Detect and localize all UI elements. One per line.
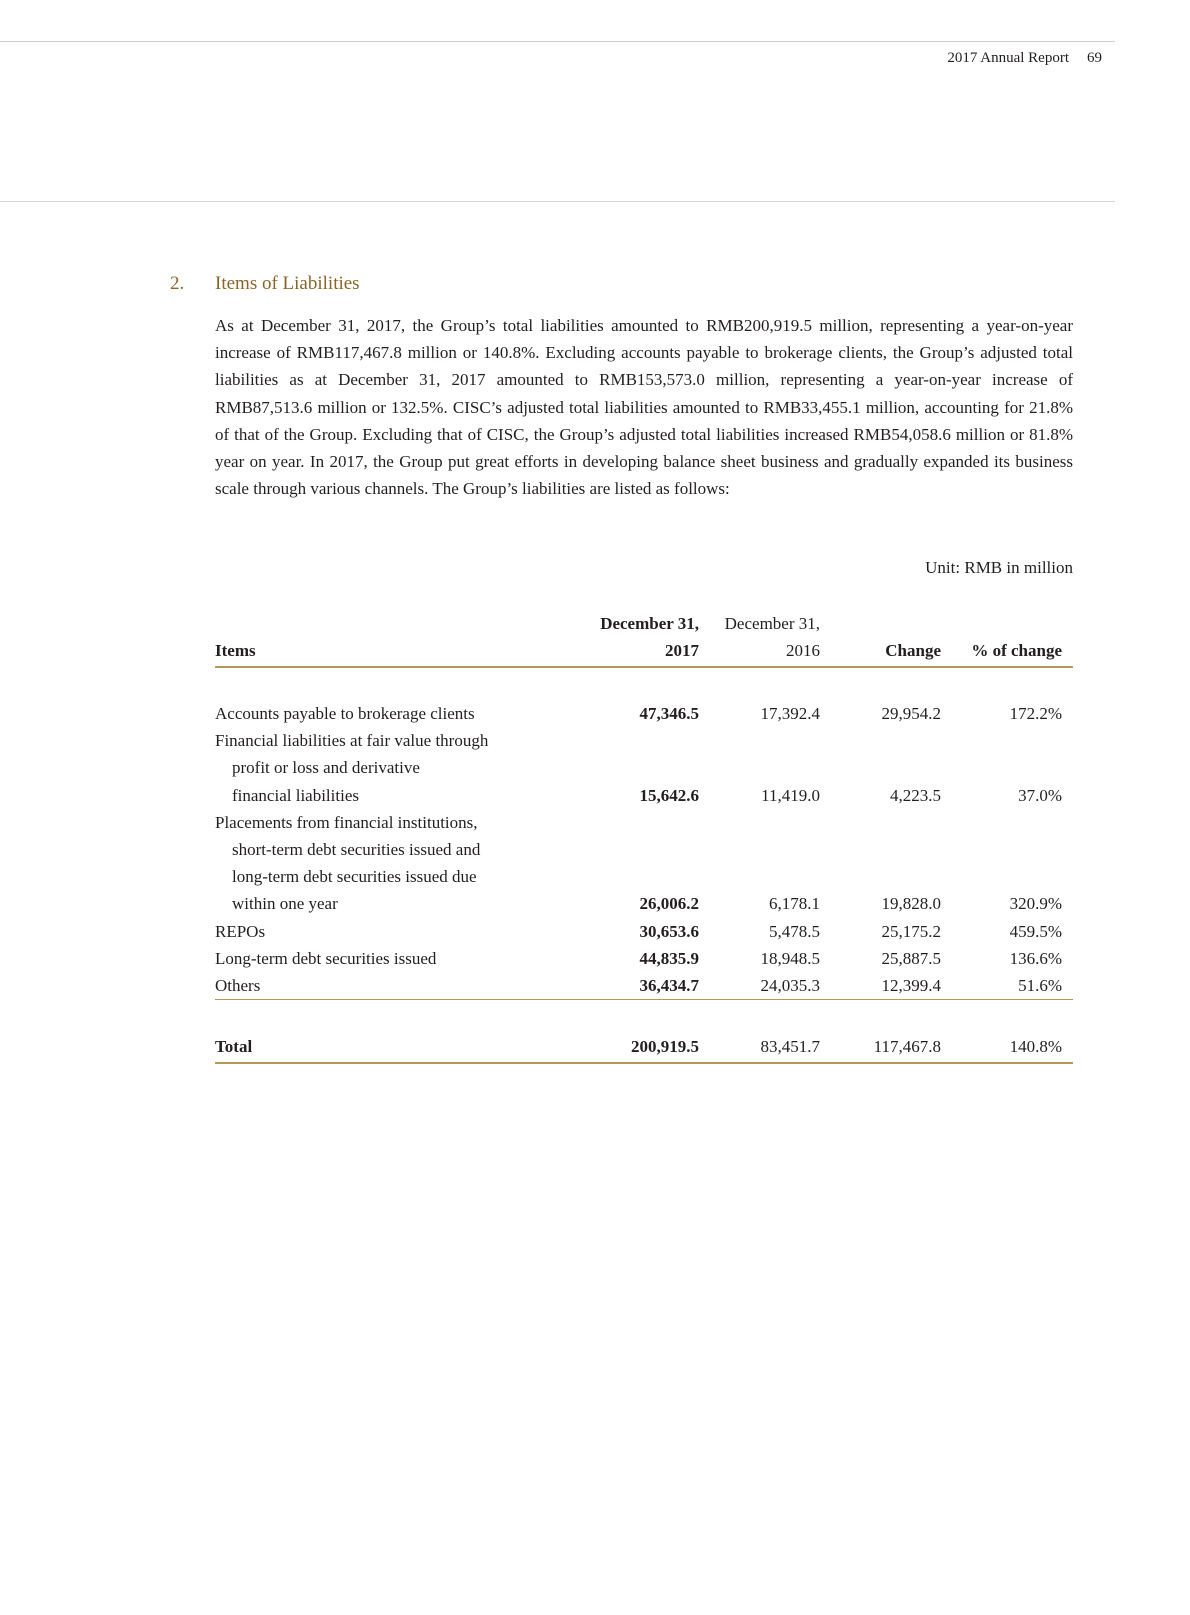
row-item-line: profit or loss and derivative	[232, 758, 420, 778]
row-pct-change: 51.6%	[941, 972, 1073, 1000]
row-item-label	[215, 918, 565, 945]
row-value-2016: 18,948.5	[760, 948, 820, 968]
row-item-line: long-term debt securities issued due	[232, 867, 477, 887]
row-item-line: Others	[215, 976, 261, 996]
row-change: 19,828.0	[881, 894, 941, 914]
row-item-label	[215, 809, 565, 918]
total-label: Total	[215, 1033, 565, 1063]
report-title: 2017 Annual Report	[947, 50, 1069, 66]
row-value-2017: 47,346.5	[639, 704, 699, 723]
row-item-line: short-term debt securities issued and	[232, 840, 481, 860]
header-rule	[0, 41, 1115, 42]
table-row	[215, 918, 1073, 945]
row-change: 12,399.4	[820, 972, 941, 1000]
table-row	[215, 700, 1073, 727]
total-change: 117,467.8	[820, 1033, 941, 1063]
running-header	[947, 50, 1102, 67]
total-pct-change: 140.8%	[941, 1033, 1073, 1063]
header-spacer	[820, 610, 941, 637]
row-value-2017: 44,835.9	[639, 948, 699, 968]
row-value-2017: 26,006.2	[639, 894, 699, 914]
row-item-label	[215, 700, 565, 727]
table-row	[215, 945, 1073, 972]
row-value-2016: 6,178.1	[769, 894, 820, 914]
row-change: 25,175.2	[881, 921, 941, 941]
row-item-line: REPOs	[215, 921, 266, 941]
total-value-2016: 83,451.7	[699, 1033, 820, 1063]
header-spacer	[941, 610, 1073, 637]
row-pct-change: 459.5%	[1009, 921, 1062, 941]
table-row	[215, 809, 1073, 918]
row-item-line: Placements from financial institutions,	[215, 812, 478, 832]
header-spacer	[215, 610, 565, 637]
row-item-label	[215, 727, 565, 809]
row-value-2017: 36,434.7	[565, 972, 699, 1000]
row-item-line: within one year	[232, 894, 338, 914]
row-value-2016: 5,478.5	[769, 921, 820, 941]
row-item-line: Accounts payable to brokerage clients	[215, 704, 475, 723]
row-change: 4,223.5	[890, 785, 941, 805]
row-value-2016: 24,035.3	[699, 972, 820, 1000]
section-title: Items of Liabilities	[215, 273, 360, 294]
row-item-label	[215, 972, 565, 1000]
row-pct-change: 320.9%	[1009, 894, 1062, 914]
row-item-line: Long-term debt securities issued	[215, 948, 437, 968]
table-body	[215, 667, 1073, 1063]
row-pct-change: 136.6%	[1009, 948, 1062, 968]
row-item-label	[215, 945, 565, 972]
row-value-2017: 15,642.6	[639, 785, 699, 805]
row-item-line: financial liabilities	[232, 785, 359, 805]
section-number: 2.	[170, 273, 185, 294]
row-value-2016: 11,419.0	[761, 785, 820, 805]
row-pct-change: 37.0%	[1018, 785, 1062, 805]
header-2017-line1: December 31,	[600, 614, 699, 633]
section-rule	[0, 201, 1115, 202]
unit-note: Unit: RMB in million	[925, 558, 1073, 577]
header-2017-line2: 2017	[565, 637, 699, 667]
liabilities-table	[215, 610, 1073, 1064]
row-change: 25,887.5	[881, 948, 941, 968]
header-pct-change: % of change	[941, 637, 1073, 667]
header-2016-line2: 2016	[699, 637, 820, 667]
row-value-2016: 17,392.4	[760, 704, 820, 723]
body-paragraph: As at December 31, 2017, the Group’s total liabilities amounted to RMB200,919.5 million, representing a year-on-year increase of RMB117,467.8 million or 140.8%. Excluding accounts payable to brokerage clients, the Group’s adjusted total liabilities as at December 31, 2017 amounted to RMB153,573.0 million, representing a year-on-year increase of RMB87,513.6 million or 132.5%. CISC’s adjusted total liabilities amounted to RMB33,455.1 million, accounting for 21.8% of that of the Group. Excluding that of CISC, the Group’s adjusted total liabilities increased RMB54,058.6 million or 81.8% year on year. In 2017, the Group put great efforts in developing balance sheet business and gradually expanded its business scale through various channels. The Group’s liabilities are listed as follows:	[215, 316, 1073, 499]
table-row	[215, 972, 1073, 1000]
row-change: 29,954.2	[881, 704, 941, 723]
row-pct-change: 172.2%	[1009, 704, 1062, 723]
total-value-2017: 200,919.5	[565, 1033, 699, 1063]
table-row	[215, 727, 1073, 809]
header-items: Items	[215, 637, 565, 667]
header-2016-line1: December 31,	[724, 614, 820, 633]
page-number: 69	[1087, 50, 1102, 66]
row-item-line: Financial liabilities at fair value through	[215, 731, 489, 751]
row-value-2017: 30,653.6	[639, 921, 699, 941]
header-change: Change	[820, 637, 941, 667]
total-row	[215, 1033, 1073, 1063]
